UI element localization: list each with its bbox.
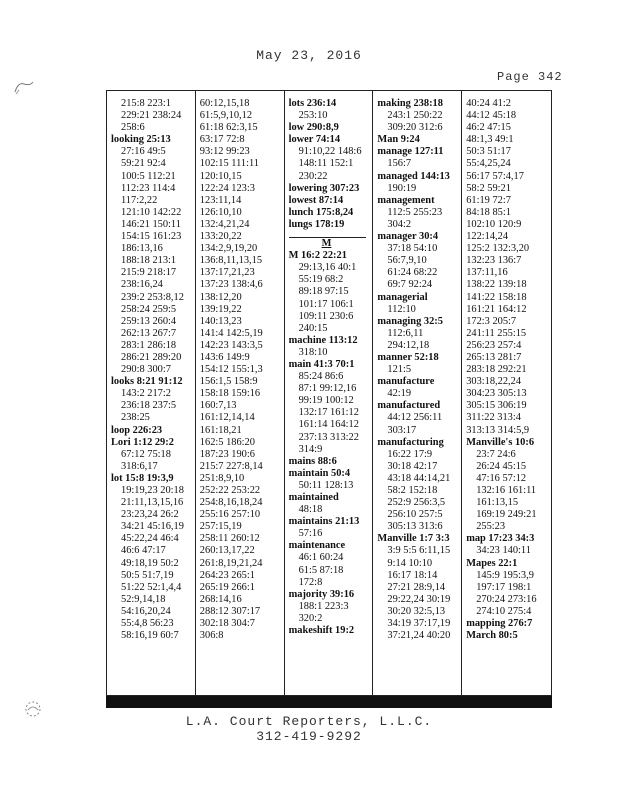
index-reference: 302:18 304:7 bbox=[199, 618, 255, 630]
index-reference: 102:15 111:11 bbox=[199, 158, 259, 170]
index-reference: 40:24 41:2 bbox=[466, 98, 511, 109]
index-reference: 132:16 161:11 bbox=[476, 485, 537, 496]
index-reference: 21:11,13,15,16 bbox=[121, 497, 184, 509]
index-reference: 236:18 237:5 bbox=[121, 400, 177, 412]
index-reference: 136:8,11,13,15 bbox=[199, 255, 263, 267]
index-column bbox=[373, 91, 462, 695]
index-entry: lowest 87:14 bbox=[288, 194, 344, 206]
index-reference: 58:16,19 60:7 bbox=[121, 630, 179, 642]
index-entry: main 41:3 70:1 bbox=[288, 358, 355, 370]
index-reference: 61:5,9,10,12 bbox=[199, 110, 253, 122]
index-reference: 258:24 259:5 bbox=[121, 303, 177, 315]
index-entry: manner 52:18 bbox=[377, 351, 439, 363]
index-entry: managed 144:13 bbox=[377, 170, 450, 182]
index-reference: 252:9 256:3,5 bbox=[387, 497, 446, 509]
index-reference: 309:20 312:6 bbox=[387, 122, 443, 134]
index-reference: 290:8 300:7 bbox=[121, 364, 171, 376]
index-reference: 311:22 313:4 bbox=[466, 412, 521, 424]
index-entry: lowering 307:23 bbox=[288, 182, 360, 194]
index-reference: 148:11 152:1 bbox=[298, 158, 354, 170]
index-column bbox=[462, 91, 551, 695]
index-entry: maintains 21:13 bbox=[288, 516, 360, 528]
index-reference: 59:21 92:4 bbox=[121, 158, 166, 170]
index-reference: 29:22,24 30:19 bbox=[387, 593, 451, 605]
index-reference: 56:7,9,10 bbox=[387, 255, 427, 267]
index-reference: 146:21 150:11 bbox=[121, 218, 181, 230]
index-reference: 46:2 47:15 bbox=[466, 122, 511, 134]
index-reference: 238:16,24 bbox=[121, 279, 163, 291]
index-reference: 140:13,23 bbox=[199, 315, 242, 327]
word-index-table bbox=[106, 90, 552, 696]
index-reference: 47:16 57:12 bbox=[476, 472, 527, 484]
index-reference: 156:7 bbox=[387, 158, 412, 170]
index-reference: 306:8 bbox=[199, 630, 224, 642]
index-reference: 305:15 306:19 bbox=[466, 400, 527, 412]
index-reference: 215:7 227:8,14 bbox=[199, 460, 263, 472]
index-reference: 274:10 275:4 bbox=[476, 605, 532, 617]
index-reference: 229:21 238:24 bbox=[121, 110, 182, 122]
index-reference: 19:19,23 20:18 bbox=[121, 485, 184, 496]
index-reference: 241:11 255:15 bbox=[466, 327, 527, 339]
index-reference: 313:13 314:5,9 bbox=[466, 424, 530, 436]
index-reference: 304:23 305:13 bbox=[466, 388, 527, 400]
index-reference: 172:3 205:7 bbox=[466, 315, 517, 327]
index-reference: 318:10 bbox=[298, 346, 328, 358]
index-reference: 132:4,21,24 bbox=[199, 218, 250, 230]
index-reference: 256:10 257:5 bbox=[387, 509, 443, 521]
index-reference: 87:1 99:12,16 bbox=[298, 383, 357, 395]
index-entry: manager 30:4 bbox=[377, 231, 439, 243]
index-reference: 16:22 17:9 bbox=[387, 448, 433, 460]
index-reference: 48:18 bbox=[298, 504, 323, 516]
index-reference: 58:2 59:21 bbox=[466, 182, 511, 194]
header-date: May 23, 2016 bbox=[256, 48, 362, 63]
index-entry: majority 39:16 bbox=[288, 588, 355, 600]
index-reference: 186:13,16 bbox=[121, 243, 163, 255]
index-reference: 112:23 114:4 bbox=[121, 182, 176, 194]
index-entry: looks 8:21 91:12 bbox=[111, 376, 183, 388]
index-reference: 318:6,17 bbox=[121, 460, 158, 472]
index-reference: 48:1,3 49:1 bbox=[466, 134, 514, 146]
index-entry: managing 32:5 bbox=[377, 315, 443, 327]
index-reference: 123:11,14 bbox=[199, 194, 242, 206]
index-reference: 99:19 100:12 bbox=[298, 395, 354, 407]
index-reference: 122:24 123:3 bbox=[199, 182, 255, 194]
index-reference: 255:16 257:10 bbox=[199, 509, 261, 521]
index-reference: 258:6 bbox=[121, 122, 145, 134]
index-entry: manufacturing bbox=[377, 436, 444, 448]
index-reference: 50:5 51:7,19 bbox=[121, 569, 174, 581]
index-reference: 259:13 260:4 bbox=[121, 315, 177, 327]
index-reference: 100:5 112:21 bbox=[121, 170, 176, 182]
index-entry: Man 9:24 bbox=[377, 134, 420, 146]
index-reference: 58:2 152:18 bbox=[387, 485, 438, 496]
index-reference: 50:11 128:13 bbox=[298, 479, 354, 491]
index-reference: 188:18 213:1 bbox=[121, 255, 177, 267]
index-reference: 45:22,24 46:4 bbox=[121, 533, 179, 545]
index-reference: 197:17 198:1 bbox=[476, 581, 532, 593]
index-reference: 93:12 99:23 bbox=[199, 146, 250, 158]
index-reference: 27:21 28:9,14 bbox=[387, 581, 446, 593]
index-reference: 26:24 45:15 bbox=[476, 460, 527, 472]
index-reference: 3:9 5:5 6:11,15 bbox=[387, 545, 451, 557]
index-reference: 61:5 87:18 bbox=[298, 564, 344, 576]
index-reference: 132:17 161:12 bbox=[298, 407, 359, 419]
index-entry: low 290:8,9 bbox=[288, 122, 339, 134]
index-reference: 254:8,16,18,24 bbox=[199, 497, 263, 509]
index-reference: 141:22 158:18 bbox=[466, 291, 527, 303]
index-reference: 52:9,14,18 bbox=[121, 593, 166, 605]
index-reference: 190:19 bbox=[387, 182, 417, 194]
index-reference: 261:8,19,21,24 bbox=[199, 557, 263, 569]
index-reference: 109:11 230:6 bbox=[298, 310, 354, 322]
section-divider bbox=[289, 231, 367, 238]
index-reference: 286:21 289:20 bbox=[121, 351, 182, 363]
index-reference: 143:2 217:2 bbox=[121, 388, 171, 400]
index-reference: 252:22 253:22 bbox=[199, 485, 261, 496]
index-entry: M 16:2 22:21 bbox=[288, 250, 347, 262]
index-reference: 268:14,16 bbox=[199, 593, 242, 605]
index-reference: 44:12 45:18 bbox=[466, 110, 517, 122]
index-reference: 260:13,17,22 bbox=[199, 545, 255, 557]
index-reference: 169:19 249:21 bbox=[476, 509, 537, 521]
index-reference: 60:12,15,18 bbox=[199, 98, 250, 109]
index-reference: 156:1,5 158:9 bbox=[199, 376, 258, 388]
index-reference: 56:17 57:4,17 bbox=[466, 170, 524, 182]
index-reference: 161:12,14,14 bbox=[199, 412, 255, 424]
page-number: Page 342 bbox=[497, 70, 563, 84]
index-reference: 143:6 149:9 bbox=[199, 351, 250, 363]
index-reference: 61:19 72:7 bbox=[466, 194, 511, 206]
index-reference: 288:12 307:17 bbox=[199, 605, 261, 617]
index-reference: 188:1 223:3 bbox=[298, 600, 349, 612]
index-column bbox=[285, 91, 374, 695]
index-reference: 320:2 bbox=[298, 612, 323, 624]
index-reference: 283:1 286:18 bbox=[121, 339, 177, 351]
index-reference: 51:22 52:1,4,4 bbox=[121, 581, 182, 593]
index-reference: 112:6,11 bbox=[387, 327, 424, 339]
index-reference: 46:1 60:24 bbox=[298, 552, 344, 564]
index-reference: 304:2 bbox=[387, 218, 412, 230]
index-reference: 238:25 bbox=[121, 412, 150, 424]
index-reference: 23:23,24 26:2 bbox=[121, 509, 179, 521]
index-reference: 49:18,19 50:2 bbox=[121, 557, 179, 569]
index-entry: manage 127:11 bbox=[377, 146, 444, 158]
index-entry: Manville 1:7 3:3 bbox=[377, 533, 450, 545]
index-reference: 257:15,19 bbox=[199, 521, 242, 533]
index-entry: manufacture bbox=[377, 376, 435, 388]
index-reference: 138:12,20 bbox=[199, 291, 242, 303]
index-reference: 161:13,15 bbox=[476, 497, 519, 509]
index-reference: 258:11 260:12 bbox=[199, 533, 260, 545]
index-reference: 101:17 106:1 bbox=[298, 298, 354, 310]
index-reference: 256:23 257:4 bbox=[466, 339, 522, 351]
index-reference: 63:17 72:8 bbox=[199, 134, 245, 146]
index-entry: maintenance bbox=[288, 540, 346, 552]
index-reference: 303:17 bbox=[387, 424, 417, 436]
index-entry: lots 236:14 bbox=[288, 98, 337, 109]
index-reference: 29:13,16 40:1 bbox=[298, 262, 357, 274]
index-reference: 141:4 142:5,19 bbox=[199, 327, 263, 339]
margin-mark-top bbox=[12, 78, 36, 98]
index-reference: 162:5 186:20 bbox=[199, 436, 255, 448]
index-entry: Mapes 22:1 bbox=[466, 557, 518, 569]
index-entry: management bbox=[377, 194, 435, 206]
index-reference: 133:20,22 bbox=[199, 231, 242, 243]
index-reference: 270:24 273:16 bbox=[476, 593, 537, 605]
index-reference: 237:13 313:22 bbox=[298, 431, 359, 443]
index-reference: 54:16,20,24 bbox=[121, 605, 171, 617]
index-reference: 55:4,25,24 bbox=[466, 158, 511, 170]
index-entry: managerial bbox=[377, 291, 428, 303]
index-reference: 91:10,22 148:6 bbox=[298, 146, 362, 158]
index-entry: map 17:23 34:3 bbox=[466, 533, 535, 545]
index-reference: 137:23 138:4,6 bbox=[199, 279, 263, 291]
index-reference: 9:14 10:10 bbox=[387, 557, 433, 569]
index-entry: maintain 50:4 bbox=[288, 467, 351, 479]
index-entry: Lori 1:12 29:2 bbox=[111, 436, 174, 448]
index-reference: 55:4,8 56:23 bbox=[121, 618, 174, 630]
index-reference: 187:23 190:6 bbox=[199, 448, 255, 460]
index-reference: 42:19 bbox=[387, 388, 412, 400]
index-reference: 230:22 bbox=[298, 170, 328, 182]
index-reference: 161:21 164:12 bbox=[466, 303, 527, 315]
index-reference: 145:9 195:3,9 bbox=[476, 569, 534, 581]
index-reference: 283:18 292:21 bbox=[466, 364, 527, 376]
index-reference: 121:10 142:22 bbox=[121, 206, 182, 218]
bottom-bar bbox=[106, 696, 552, 708]
index-reference: 160:7,13 bbox=[199, 400, 237, 412]
index-reference: 243:1 250:22 bbox=[387, 110, 443, 122]
index-reference: 23:7 24:6 bbox=[476, 448, 516, 460]
index-reference: 67:12 75:18 bbox=[121, 448, 171, 460]
index-reference: 303:18,22,24 bbox=[466, 376, 522, 388]
index-reference: 120:10,15 bbox=[199, 170, 242, 182]
index-reference: 55:19 68:2 bbox=[298, 274, 344, 286]
index-reference: 265:13 281:7 bbox=[466, 351, 522, 363]
index-reference: 117:2,22 bbox=[121, 194, 158, 206]
index-reference: 154:12 155:1,3 bbox=[199, 364, 263, 376]
index-reference: 69:7 92:24 bbox=[387, 279, 433, 291]
footer-phone: 312-419-9292 bbox=[256, 729, 362, 744]
index-reference: 154:15 161:23 bbox=[121, 231, 182, 243]
index-reference: 30:18 42:17 bbox=[387, 460, 438, 472]
index-reference: 37:18 54:10 bbox=[387, 243, 438, 255]
index-entry: loop 226:23 bbox=[111, 424, 163, 436]
index-reference: 215:9 218:17 bbox=[121, 267, 177, 279]
index-entry: lot 15:8 19:3,9 bbox=[111, 472, 174, 484]
index-entry: machine 113:12 bbox=[288, 334, 358, 346]
index-reference: 34:21 45:16,19 bbox=[121, 521, 184, 533]
index-reference: 161:18,21 bbox=[199, 424, 242, 436]
index-reference: 112:10 bbox=[387, 303, 416, 315]
index-reference: 30:20 32:5,13 bbox=[387, 605, 446, 617]
index-entry: makeshift 19:2 bbox=[288, 625, 355, 637]
index-reference: 314:9 bbox=[298, 443, 323, 455]
index-reference: 264:23 265:1 bbox=[199, 569, 255, 581]
index-reference: 139:19,22 bbox=[199, 303, 242, 315]
index-reference: 132:23 136:7 bbox=[466, 255, 522, 267]
index-reference: 125:2 132:3,20 bbox=[466, 243, 530, 255]
index-reference: 44:12 256:11 bbox=[387, 412, 443, 424]
index-reference: 57:16 bbox=[298, 528, 323, 540]
index-reference: 142:23 143:3,5 bbox=[199, 339, 263, 351]
index-entry: mapping 276:7 bbox=[466, 618, 533, 630]
index-reference: 50:3 51:17 bbox=[466, 146, 511, 158]
index-entry: mains 88:6 bbox=[288, 455, 337, 467]
index-reference: 46:6 47:17 bbox=[121, 545, 166, 557]
index-reference: 34:23 140:11 bbox=[476, 545, 531, 557]
index-reference: 255:23 bbox=[476, 521, 506, 533]
index-reference: 137:17,21,23 bbox=[199, 267, 255, 279]
index-column bbox=[196, 91, 285, 695]
index-reference: 16:17 18:14 bbox=[387, 569, 438, 581]
index-reference: 43:18 44:14,21 bbox=[387, 472, 451, 484]
footer-company: L.A. Court Reporters, L.L.C. bbox=[185, 714, 433, 729]
index-reference: 126:10,10 bbox=[199, 206, 242, 218]
index-column bbox=[107, 91, 196, 695]
index-reference: 112:5 255:23 bbox=[387, 206, 443, 218]
index-reference: 172:8 bbox=[298, 576, 323, 588]
index-reference: 240:15 bbox=[298, 322, 328, 334]
index-reference: 294:12,18 bbox=[387, 339, 430, 351]
index-reference: 89:18 97:15 bbox=[298, 286, 349, 298]
index-entry: manufactured bbox=[377, 400, 441, 412]
index-reference: 102:10 120:9 bbox=[466, 218, 522, 230]
index-entry: March 80:5 bbox=[466, 630, 518, 642]
index-reference: 265:19 266:1 bbox=[199, 581, 255, 593]
index-reference: 251:8,9,10 bbox=[199, 472, 245, 484]
index-entry: maintained bbox=[288, 492, 339, 503]
index-reference: 134:2,9,19,20 bbox=[199, 243, 258, 255]
index-reference: 27:16 49:5 bbox=[121, 146, 166, 158]
index-reference: 137:11,16 bbox=[466, 267, 508, 279]
index-reference: 37:21,24 40:20 bbox=[387, 630, 451, 642]
index-entry: lower 74:14 bbox=[288, 134, 341, 146]
index-entry: lungs 178:19 bbox=[288, 218, 345, 230]
index-reference: 121:5 bbox=[387, 364, 412, 376]
index-reference: 305:13 313:6 bbox=[387, 521, 443, 533]
index-reference: 61:18 62:3,15 bbox=[199, 122, 258, 134]
index-reference: 122:14,24 bbox=[466, 231, 509, 243]
index-reference: 262:13 267:7 bbox=[121, 327, 177, 339]
index-reference: 253:10 bbox=[298, 110, 328, 122]
index-reference: 34:19 37:17,19 bbox=[387, 618, 451, 630]
index-entry: Manville's 10:6 bbox=[466, 436, 535, 448]
section-letter: M bbox=[321, 238, 332, 250]
index-entry: looking 25:13 bbox=[111, 134, 171, 146]
index-reference: 161:14 164:12 bbox=[298, 419, 359, 431]
index-reference: 158:18 159:16 bbox=[199, 388, 261, 400]
index-reference: 239:2 253:8,12 bbox=[121, 291, 184, 303]
index-reference: 85:24 86:6 bbox=[298, 371, 344, 383]
index-reference: 215:8 223:1 bbox=[121, 98, 171, 109]
index-reference: 61:24 68:22 bbox=[387, 267, 438, 279]
index-entry: making 238:18 bbox=[377, 98, 443, 109]
index-reference: 138:22 139:18 bbox=[466, 279, 527, 291]
index-entry: lunch 175:8,24 bbox=[288, 206, 354, 218]
index-reference: 84:18 85:1 bbox=[466, 206, 511, 218]
